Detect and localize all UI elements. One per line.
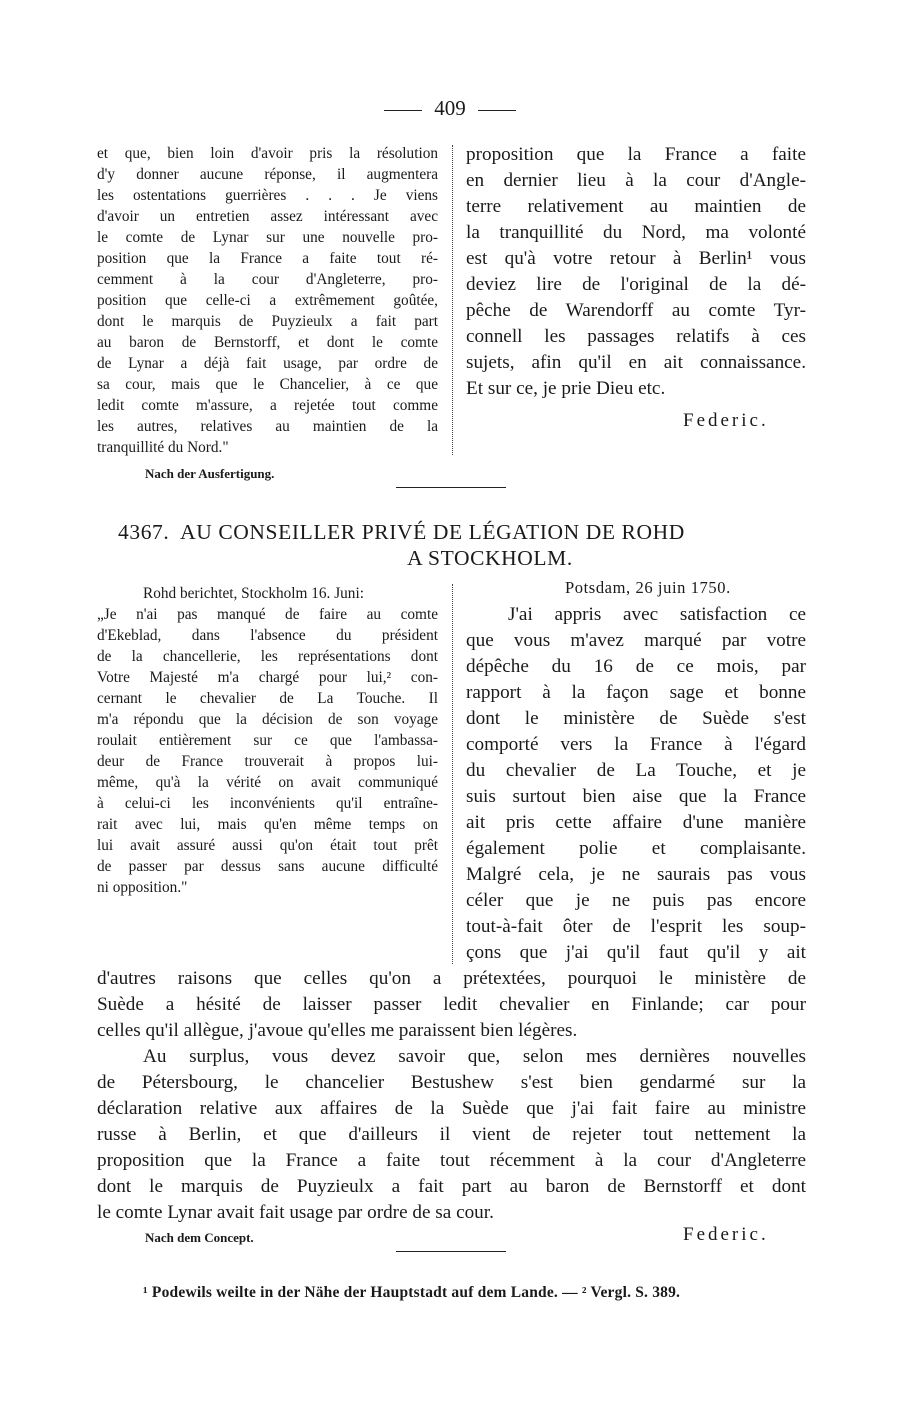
text-line: de la chancellerie, les représentations dont xyxy=(97,648,438,665)
text-line: sujets, afin qu'il en ait connaissance. xyxy=(466,352,806,373)
letter-heading xyxy=(118,519,782,571)
text-line: Et sur ce, je prie Dieu etc. xyxy=(466,378,666,399)
text-line: ni opposition." xyxy=(97,879,188,896)
footnote-divider xyxy=(396,1251,506,1252)
letter-heading-line: 4367. AU CONSEILLER PRIVÉ DE LÉGATION DE ROHD xyxy=(118,520,685,544)
text-line: terre relativement au maintien de xyxy=(466,196,806,217)
text-line: dont le marquis de Puyzieulx a fait part au baron de Bernstorff et dont xyxy=(97,1176,806,1197)
text-line: Votre Majesté m'a chargé pour lui,² con- xyxy=(97,669,438,686)
text-line: ledit comte m'assure, a rejetée tout comme xyxy=(97,397,438,414)
text-line: lui avait assuré aussi qu'on était tout prêt xyxy=(97,837,438,854)
reply-column-block xyxy=(466,602,806,966)
text-line: Rohd berichtet, Stockholm 16. Juni: xyxy=(143,585,364,602)
text-line: Suède a hésité de laisser passer ledit chevalier en Finlande; car pour xyxy=(97,994,806,1015)
footnote: ¹ Podewils weilte in der Nähe der Hauptstadt auf dem Lande. — ² Vergl. S. 389. xyxy=(143,1284,681,1301)
text-line: deur de France trouverait à propos lui- xyxy=(97,753,438,770)
text-line: cemment à la cour d'Angleterre, pro- xyxy=(97,271,438,288)
text-line: d'autres raisons que celles qu'on a prétextées, pourquoi le ministère de xyxy=(97,968,806,989)
text-line: dont le marquis de Puyzieulx a fait part xyxy=(97,313,438,330)
text-line: connell les passages relatifs à ces xyxy=(466,326,806,347)
text-line: tout-à-fait ôter de l'esprit les soup- xyxy=(466,916,806,937)
text-line: d'Ekeblad, dans l'absence du président xyxy=(97,627,438,644)
column-separator xyxy=(452,145,453,455)
text-line: m'a répondu que la décision de son voyage xyxy=(97,711,438,728)
left-quote-block xyxy=(97,143,438,458)
page-number-dash-right xyxy=(478,110,516,111)
text-line: sa cour, mais que le Chancelier, à ce que xyxy=(97,376,438,393)
letter-heading-line: A STOCKHOLM. xyxy=(407,546,573,570)
text-line: de passer par dessus sans aucune difficulté xyxy=(97,858,438,875)
text-line: çons que j'ai qu'il faut qu'il y ait xyxy=(466,942,806,963)
text-line: russe à Berlin, et que d'ailleurs il vient de rejeter tout nettement la xyxy=(97,1124,806,1145)
text-line: proposition que la France a faite xyxy=(466,144,806,165)
page-number-dash-left xyxy=(384,110,422,111)
text-line: à celui-ci les inconvénients qu'il entraîne- xyxy=(97,795,438,812)
text-line: dont le ministère de Suède s'est xyxy=(466,708,806,729)
text-line: roulait entièrement sur ce que l'ambassa- xyxy=(97,732,438,749)
text-line: position que la France a faite tout ré- xyxy=(97,250,438,267)
text-line: suis surtout bien aise que la France xyxy=(466,786,806,807)
text-line: que vous m'avez marqué par votre xyxy=(466,630,806,651)
text-line: au baron de Bernstorff, et dont le comte xyxy=(97,334,438,351)
rohd-report-block xyxy=(97,583,438,898)
text-line: rapport à la façon sage et bonne xyxy=(466,682,806,703)
column-separator xyxy=(452,584,453,964)
text-line: position que celle-ci a extrêmement goûtée, xyxy=(97,292,438,309)
dateline: Potsdam, 26 juin 1750. xyxy=(565,578,731,597)
text-line: les ostentations guerrières . . . Je viens xyxy=(97,187,438,204)
text-line: dépêche du 16 de ce mois, par xyxy=(466,656,806,677)
text-line: également polie et complaisante. xyxy=(466,838,806,859)
text-line: Malgré cela, je ne saurais pas vous xyxy=(466,864,806,885)
text-line: comporté vers la France à l'égard xyxy=(466,734,806,755)
text-line: Au surplus, vous devez savoir que, selon mes dernières nouvelles xyxy=(143,1046,806,1067)
section-divider xyxy=(396,487,506,488)
text-line: d'avoir un entretien assez intéressant avec xyxy=(97,208,438,225)
text-line: pêche de Warendorff au comte Tyr- xyxy=(466,300,806,321)
text-line: deviez lire de l'original de la dé- xyxy=(466,274,806,295)
text-line: et que, bien loin d'avoir pris la résolution xyxy=(97,145,438,162)
text-line: céler que je ne puis pas encore xyxy=(466,890,806,911)
source-note-top: Nach der Ausfertigung. xyxy=(145,466,275,481)
text-line: d'y donner aucune réponse, il augmentera xyxy=(97,166,438,183)
text-line: cernant le chevalier de La Touche. Il xyxy=(97,690,438,707)
text-line: est qu'à votre retour à Berlin¹ vous xyxy=(466,248,806,269)
text-line: J'ai appris avec satisfaction ce xyxy=(508,604,806,625)
page-number xyxy=(0,96,900,121)
signature: Federic. xyxy=(683,1224,769,1245)
text-line: tranquillité du Nord." xyxy=(97,439,229,456)
text-line: celles qu'il allègue, j'avoue qu'elles me paraissent bien légères. xyxy=(97,1020,578,1041)
page-number-text: 409 xyxy=(434,96,466,120)
text-line: même, qu'à la vérité on avait communiqué xyxy=(97,774,438,791)
source-note-bottom: Nach dem Concept. xyxy=(145,1230,254,1245)
text-line: le comte de Lynar sur une nouvelle pro- xyxy=(97,229,438,246)
text-line: de Pétersbourg, le chancelier Bestushew s'est bien gendarmé sur la xyxy=(97,1072,806,1093)
signature: Federic. xyxy=(683,410,769,431)
text-line: les autres, relatives au maintien de la xyxy=(97,418,438,435)
reply-full-block xyxy=(97,966,806,1226)
text-line: „Je n'ai pas manqué de faire au comte xyxy=(97,606,438,623)
text-line: ait pris cette affaire d'une manière xyxy=(466,812,806,833)
text-line: la tranquillité du Nord, ma volonté xyxy=(466,222,806,243)
right-letter-block xyxy=(466,142,806,402)
text-line: le comte Lynar avait fait usage par ordre de sa cour. xyxy=(97,1202,494,1223)
text-line: rait avec lui, mais qu'en même temps on xyxy=(97,816,438,833)
text-line: du chevalier de La Touche, et je xyxy=(466,760,806,781)
text-line: déclaration relative aux affaires de la Suède que j'ai fait faire au ministre xyxy=(97,1098,806,1119)
text-line: de Lynar a déjà fait usage, par ordre de xyxy=(97,355,438,372)
text-line: proposition que la France a faite tout récemment à la cour d'Angleterre xyxy=(97,1150,806,1171)
text-line: en dernier lieu à la cour d'Angle- xyxy=(466,170,806,191)
